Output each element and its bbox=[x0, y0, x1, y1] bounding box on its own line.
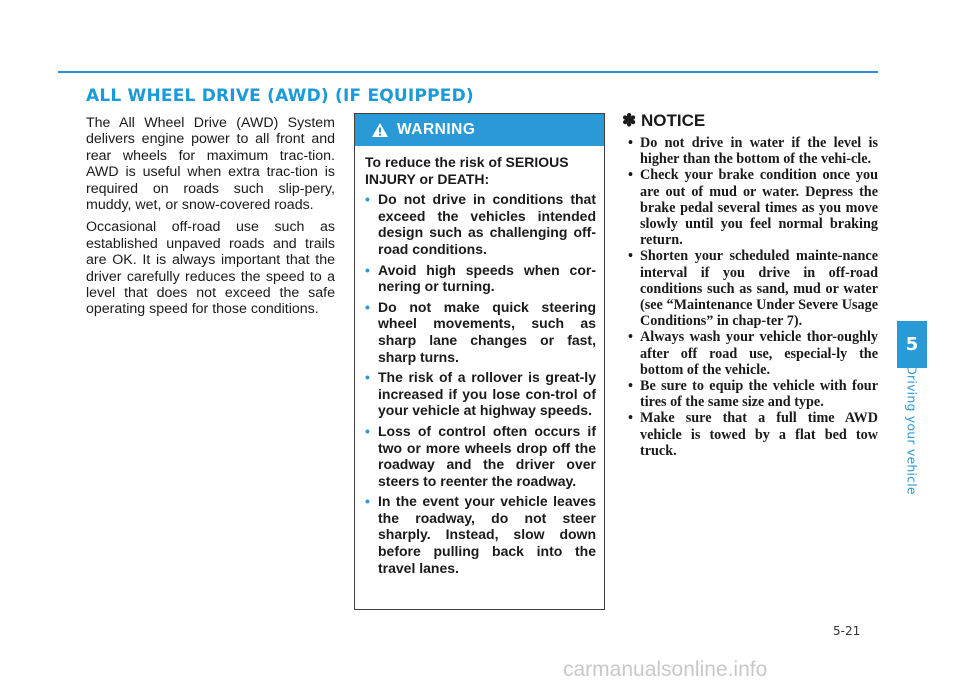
notice-item-text: Be sure to equip the vehicle with four tires of the same size and type. bbox=[640, 378, 878, 411]
bullet-icon: • bbox=[365, 298, 370, 315]
section-title: ALL WHEEL DRIVE (AWD) (IF EQUIPPED) bbox=[86, 86, 474, 106]
notice-heading bbox=[622, 111, 878, 131]
notice-item bbox=[622, 167, 878, 248]
warning-item-text: Do not make quick steering wheel movements, such as sharp lane changes or fast, sharp turns. bbox=[378, 298, 596, 365]
chapter-tab: 5 bbox=[897, 321, 927, 368]
notice-item-text: Shorten your scheduled mainte-nance interval if you drive in off-road conditions such as sand, mud or water (see “Maintenance Under Severe Usage Conditions” in chap-ter 7). bbox=[640, 248, 878, 330]
warning-item bbox=[365, 493, 596, 576]
warning-header bbox=[355, 114, 604, 146]
intro-paragraph: The All Wheel Drive (AWD) System delivers engine power to all front and rear wheels for maximum trac-tion. AWD is useful when extra trac-tion is required on roads such slip-pery, muddy, wet, or snow-covered roads. bbox=[86, 115, 335, 214]
bullet-icon: • bbox=[628, 410, 633, 427]
warning-item bbox=[365, 423, 596, 489]
notice-item-text: Do not drive in water if the level is higher than the bottom of the vehi-cle. bbox=[640, 135, 878, 168]
warning-item bbox=[365, 262, 596, 295]
warning-list bbox=[365, 191, 596, 576]
notice-item bbox=[622, 329, 878, 378]
bullet-icon: • bbox=[628, 167, 633, 184]
warning-box bbox=[354, 113, 605, 610]
intro-paragraph: Occasional off-road use such as established unpaved roads and trails are OK. It is always important that the driver carefully reduces the speed to a level that does not exceed the safe operating speed for those conditions. bbox=[86, 219, 335, 318]
bullet-icon: • bbox=[628, 329, 633, 346]
notice-section bbox=[622, 111, 878, 459]
chapter-label: Driving your vehicle bbox=[904, 365, 920, 495]
warning-item-text: In the event your vehicle leaves the roadway, do not steer sharply. Instead, slow down before pulling back into the travel lanes. bbox=[378, 493, 596, 576]
warning-body bbox=[355, 146, 604, 576]
warning-item bbox=[365, 191, 596, 257]
warning-item bbox=[365, 299, 596, 365]
warning-item bbox=[365, 369, 596, 419]
watermark-link[interactable]: carmanualsonline.info bbox=[563, 658, 768, 681]
warning-intro: To reduce the risk of SERIOUS INJURY or DEATH: bbox=[365, 154, 569, 187]
bullet-icon: • bbox=[365, 261, 370, 278]
notice-item-text: Always wash your vehicle thor-oughly after off road use, especial-ly the bottom of the vehicle. bbox=[640, 329, 878, 378]
notice-item bbox=[622, 378, 878, 410]
warning-item-text: Avoid high speeds when cor-nering or turning. bbox=[378, 261, 596, 295]
notice-item-text: Check your brake condition once you are out of mud or water. Depress the brake pedal several times as you move slowly until you feel normal braking return. bbox=[640, 167, 878, 249]
warning-triangle-icon bbox=[371, 122, 389, 138]
bullet-icon: • bbox=[628, 135, 633, 151]
warning-item-text: Loss of control often occurs if two or more wheels drop off the roadway and the driver over steers to reenter the roadway. bbox=[378, 422, 596, 489]
top-rule bbox=[58, 71, 878, 73]
bullet-icon: • bbox=[365, 422, 370, 439]
bullet-icon: • bbox=[628, 378, 633, 395]
notice-item-text: Make sure that a full time AWD vehicle is towed by a flat bed tow truck. bbox=[640, 410, 878, 459]
notice-star-icon: ✽ bbox=[622, 111, 637, 130]
bullet-icon: • bbox=[365, 493, 370, 510]
warning-item-text: Do not drive in conditions that exceed the vehicles intended design such as challenging off-road conditions. bbox=[378, 191, 596, 257]
notice-title: NOTICE bbox=[640, 111, 706, 130]
notice-item bbox=[622, 410, 878, 459]
bullet-icon: • bbox=[365, 369, 370, 386]
bullet-icon: • bbox=[628, 248, 633, 265]
warning-title: WARNING bbox=[397, 121, 476, 138]
intro-column bbox=[86, 115, 335, 324]
page-number: 5-21 bbox=[833, 624, 861, 638]
notice-list bbox=[622, 135, 878, 459]
notice-item bbox=[622, 248, 878, 329]
bullet-icon: • bbox=[365, 191, 370, 208]
notice-item bbox=[622, 135, 878, 167]
warning-item-text: The risk of a rollover is great-ly increased if you lose con-trol of your vehicle at highway speeds. bbox=[378, 369, 596, 419]
